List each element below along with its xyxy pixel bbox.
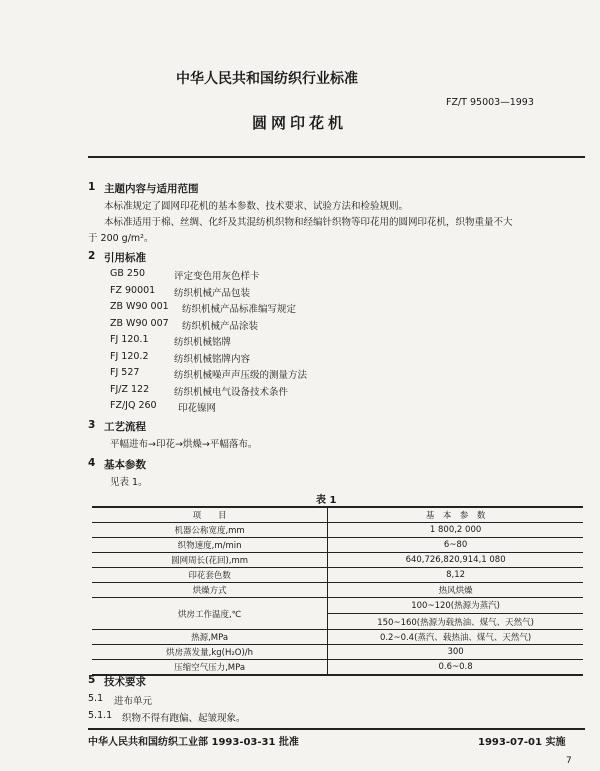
section-1-para-2b: 于 200 g/m²。 bbox=[88, 233, 154, 244]
process-flow: 平幅进布→印花→烘燥→平幅落布。 bbox=[110, 439, 258, 450]
table-row bbox=[92, 660, 583, 676]
section-2-title: 引用标准 bbox=[104, 252, 146, 264]
reference-title: 纺织机械产品包装 bbox=[174, 287, 251, 299]
reference-code: ZB W90 007 bbox=[110, 317, 169, 329]
reference-title: 纺织机械产品标准编写规定 bbox=[182, 304, 297, 315]
document-title: 圆网印花机 bbox=[252, 114, 348, 132]
row-value: 热风烘燥 bbox=[328, 583, 583, 598]
reference-title: 纺织机械铭牌 bbox=[174, 337, 232, 348]
row-value: 0.2~0.4(蒸汽、载热油、煤气、天然气) bbox=[328, 630, 583, 645]
table-row bbox=[92, 523, 583, 538]
header-rule bbox=[88, 156, 585, 158]
row-item: 机器公称宽度,mm bbox=[92, 523, 328, 538]
page-number: 7 bbox=[566, 756, 572, 766]
section-4-title: 基本参数 bbox=[104, 459, 146, 471]
section-2-number: 2 bbox=[88, 250, 96, 262]
row-item: 热源,MPa bbox=[92, 630, 328, 645]
subsection-5-1-title: 进布单元 bbox=[114, 696, 153, 707]
table-caption: 表 1 bbox=[316, 495, 337, 506]
section-1-title: 主题内容与适用范围 bbox=[104, 183, 199, 195]
section-5-title: 技术要求 bbox=[104, 676, 146, 688]
subsection-5-1-1-number: 5.1.1 bbox=[88, 710, 113, 721]
reference-title: 纺织机械铭牌内容 bbox=[174, 353, 251, 365]
header-item: 项 目 bbox=[92, 507, 328, 523]
table-row bbox=[92, 553, 583, 568]
reference-code: GB 250 bbox=[110, 268, 146, 279]
reference-title: 纺织机械电气设备技术条件 bbox=[174, 386, 289, 398]
table-row bbox=[92, 538, 583, 553]
reference-code: FZ/JQ 260 bbox=[110, 400, 157, 411]
row-value-line: 100~120(热源为蒸汽) bbox=[411, 601, 500, 611]
row-item: 烘房蒸发量,kg(H₂O)/h bbox=[92, 645, 328, 660]
reference-code: FZ 90001 bbox=[110, 284, 156, 296]
reference-title: 评定变色用灰色样卡 bbox=[174, 271, 260, 282]
reference-code: FJ/Z 122 bbox=[110, 383, 150, 395]
row-item: 织物速度,m/min bbox=[92, 538, 328, 553]
table-row bbox=[92, 630, 583, 645]
row-item: 烘房工作温度,℃ bbox=[92, 598, 328, 630]
reference-code: FJ 120.2 bbox=[110, 350, 149, 362]
row-item: 印花套色数 bbox=[92, 568, 328, 583]
standard-number: FZ/T 95003—1993 bbox=[446, 97, 534, 108]
row-value: 0.6~0.8 bbox=[328, 660, 583, 676]
row-value: 6~80 bbox=[328, 538, 583, 553]
row-item: 圆网周长(花回),mm bbox=[92, 553, 328, 568]
section-1-number: 1 bbox=[88, 181, 96, 193]
row-value-line: 150~160(热源为载热油、煤气、天然气) bbox=[377, 618, 534, 628]
reference-title: 印花镍网 bbox=[178, 403, 217, 414]
row-item: 压缩空气压力,MPa bbox=[92, 660, 328, 676]
row-value: 8,12 bbox=[328, 568, 583, 583]
section-1-para-2a: 本标准适用于棉、丝绸、化纤及其混纺机织物和经编针织物等印花用的圆网印花机，织物重量不大 bbox=[104, 217, 513, 228]
row-value: 300 bbox=[328, 645, 583, 660]
section-4-number: 4 bbox=[88, 457, 96, 469]
footer-rule bbox=[88, 728, 585, 730]
table-row bbox=[92, 598, 583, 630]
subsection-5-1-1-text: 织物不得有跑偏、起皱现象。 bbox=[122, 713, 246, 724]
section-5-number: 5 bbox=[88, 674, 96, 686]
section-1-para-1: 本标准规定了圆网印花机的基本参数、技术要求、试验方法和检验规则。 bbox=[104, 201, 409, 212]
row-value bbox=[328, 598, 583, 630]
reference-code: FJ 527 bbox=[110, 367, 140, 378]
section-3-number: 3 bbox=[88, 419, 96, 431]
subsection-5-1-number: 5.1 bbox=[88, 693, 104, 704]
table-row bbox=[92, 645, 583, 660]
section-3-title: 工艺流程 bbox=[104, 421, 146, 433]
effective-date: 1993-07-01 实施 bbox=[478, 737, 566, 748]
reference-code: FJ 120.1 bbox=[110, 334, 149, 345]
row-item: 烘燥方式 bbox=[92, 583, 328, 598]
row-value: 1 800,2 000 bbox=[328, 523, 583, 538]
reference-code: ZB W90 001 bbox=[110, 301, 169, 312]
reference-title: 纺织机械产品涂装 bbox=[182, 320, 259, 332]
approval-note: 中华人民共和国纺织工业部 1993-03-31 批准 bbox=[88, 737, 299, 748]
parameters-table bbox=[92, 506, 583, 676]
table-row bbox=[92, 568, 583, 583]
table-row bbox=[92, 583, 583, 598]
see-table: 见表 1。 bbox=[110, 477, 148, 488]
table-header-row bbox=[92, 507, 583, 523]
org-title: 中华人民共和国纺织行业标准 bbox=[176, 71, 358, 87]
reference-title: 纺织机械噪声声压级的测量方法 bbox=[174, 370, 308, 381]
header-param: 基 本 参 数 bbox=[328, 507, 583, 523]
row-value: 640,726,820,914,1 080 bbox=[328, 553, 583, 568]
